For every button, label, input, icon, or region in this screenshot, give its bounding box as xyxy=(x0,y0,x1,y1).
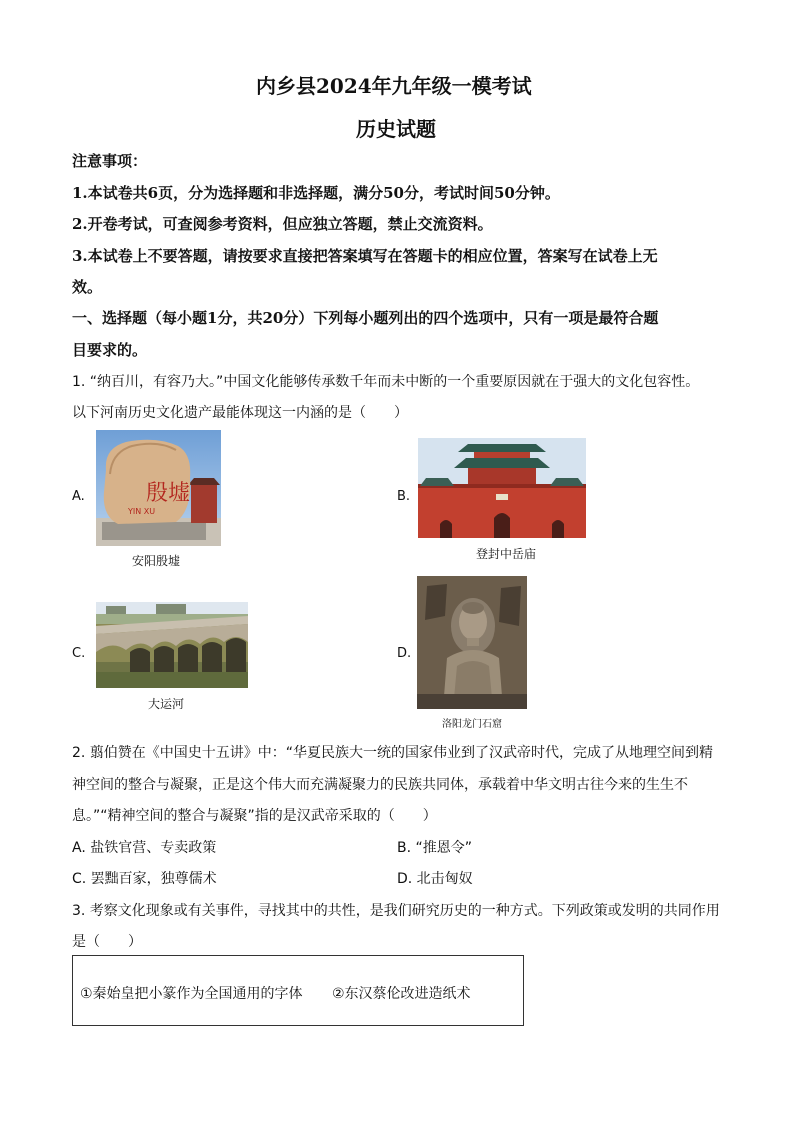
notes-item: 3.本试卷上不要答题，请按要求直接把答案填写在答题卡的相应位置，答案写在试卷上无 xyxy=(72,247,658,265)
section-heading: 一、选择题（每小题1分，共20分）下列每小题列出的四个选项中，只有一项是最符合题 xyxy=(72,309,659,327)
question-3-material-item-1: ①秦始皇把小篆作为全国通用的字体 xyxy=(80,986,303,1002)
question-1-text: 以下河南历史文化遗产最能体现这一内涵的是（ ） xyxy=(72,405,408,421)
question-2-text: 2. 翦伯赞在《中国史十五讲》中：“华夏民族大一统的国家伟业到了汉武帝时代，完成了从地理空间到精 xyxy=(72,745,714,761)
option-d-caption: 洛阳龙门石窟 xyxy=(442,719,502,730)
yinxu-stone-subtext: YIN XU xyxy=(128,507,156,516)
yinxu-photo xyxy=(96,430,221,546)
option-d-label[interactable]: D. xyxy=(397,646,412,661)
option-b-label[interactable]: B. xyxy=(397,489,411,504)
question-3-text: 是（ ） xyxy=(72,934,142,950)
grand-canal-photo xyxy=(96,602,248,688)
notes-heading: 注意事项： xyxy=(72,152,148,170)
question-2-option-c[interactable]: C. 罢黜百家，独尊儒术 xyxy=(72,871,217,887)
notes-item: 2.开卷考试，可查阅参考资料，但应独立答题，禁止交流资料。 xyxy=(72,215,493,233)
option-a-label[interactable]: A. xyxy=(72,489,85,504)
option-b-caption: 登封中岳庙 xyxy=(476,547,537,561)
yinxu-stone-text: 殷墟 xyxy=(146,481,191,506)
notes-item: 1.本试卷共6页，分为选择题和非选择题，满分50分，考试时间50分钟。 xyxy=(72,184,560,202)
question-3-text: 3. 考察文化现象或有关事件，寻找其中的共性，是我们研究历史的一种方式。下列政策或发明的共同作用 xyxy=(72,903,720,919)
section-heading-cont: 目要求的。 xyxy=(72,341,148,359)
question-2-option-b[interactable]: B. “推恩令” xyxy=(397,840,473,856)
question-2-text: 神空间的整合与凝聚，正是这个伟大而充满凝聚力的民族共同体，承载着中华文明古往今来的生生不 xyxy=(72,777,688,793)
zhongyue-temple-photo xyxy=(418,438,586,538)
question-2-option-a[interactable]: A. 盐铁官营、专卖政策 xyxy=(72,840,217,856)
question-3-material-item-2: ②东汉蔡伦改进造纸术 xyxy=(332,986,471,1002)
exam-title: 内乡县2024年九年级一模考试 xyxy=(256,74,532,98)
longmen-grottoes-photo xyxy=(417,576,527,709)
option-c-label[interactable]: C. xyxy=(72,646,86,661)
question-2-option-d[interactable]: D. 北击匈奴 xyxy=(397,871,473,887)
exam-subtitle: 历史试题 xyxy=(356,117,436,141)
notes-item: 效。 xyxy=(72,278,103,296)
question-1-text: 1. “纳百川，有容乃大。”中国文化能够传承数千年而未中断的一个重要原因就在于强大的文化包容性。 xyxy=(72,374,700,390)
question-2-text: 息。”“精神空间的整合与凝聚”指的是汉武帝采取的（ ） xyxy=(72,808,437,824)
option-a-caption: 安阳殷墟 xyxy=(132,554,181,568)
option-c-caption: 大运河 xyxy=(148,697,185,711)
